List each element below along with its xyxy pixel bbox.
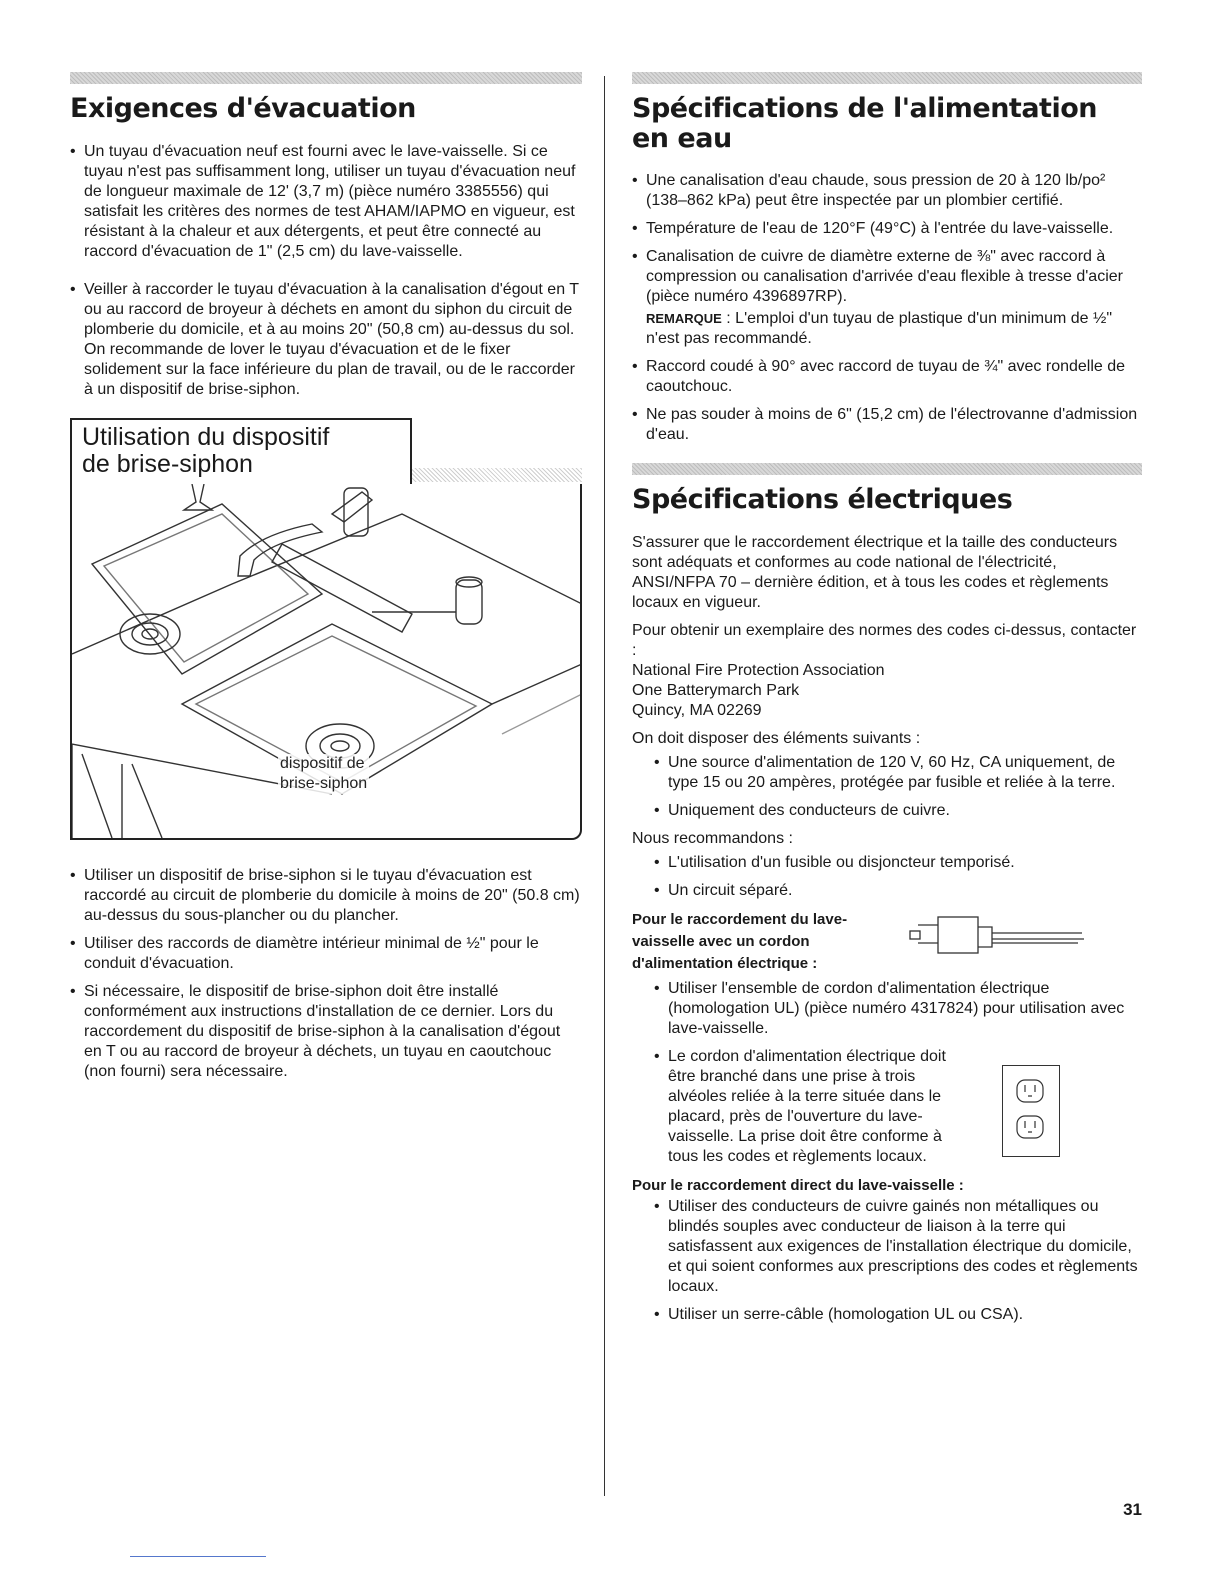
address-line: One Batterymarch Park	[632, 682, 800, 700]
section-rule	[632, 463, 1142, 475]
list-item: • Si nécessaire, le dispositif de brise-siphon doit être installé conformément aux instructions d'installation de ce dernier. Lors du raccordement du dispositif de brise-siphon à la canalisation d'égout en T ou au raccord de broyeur à déchets, un tuyau en caoutchouc (non fourni) sera nécessaire.	[70, 982, 582, 1082]
footer-line	[130, 1556, 266, 1557]
list-item: • Veiller à raccorder le tuyau d'évacuation à la canalisation d'égout en T ou au raccord de broyeur à déchets en amont du siphon du circuit de plomberie du domicile, et à au moins 20" (50,8 cm) au-dessus du sol. On recommande de lover le tuyau d'évacuation et de le fixer solidement sur la face inférieure du plan de travail, ou de le raccorder à un dispositif de brise-siphon.	[70, 280, 582, 400]
cord-bullets-2	[632, 1047, 974, 1167]
list-item: • Uniquement des conducteurs de cuivre.	[654, 801, 1142, 821]
note-text: : L'emploi d'un tuyau de plastique d'un minimum de ½" n'est pas recommandé.	[646, 310, 1113, 348]
recommend-text: Nous recommandons :	[632, 830, 793, 848]
sink-illustration	[70, 484, 582, 840]
address-line: National Fire Protection Association	[632, 662, 885, 680]
drain-bullets	[70, 142, 582, 400]
obtain-text: Pour obtenir un exemplaire des normes des codes ci-dessus, contacter :	[632, 622, 1137, 660]
air-gap-label: dispositif de brise-siphon	[280, 754, 368, 792]
direct-bullets	[632, 1197, 1142, 1325]
plug-icon	[908, 913, 1088, 959]
cord-connection	[632, 909, 1142, 979]
column-divider	[604, 76, 605, 1496]
list-item: • Ne pas souder à moins de 6" (15,2 cm) de l'électrovanne d'admission d'eau.	[632, 405, 1142, 445]
address-line: Quincy, MA 02269	[632, 702, 762, 720]
outlet-drawing	[1003, 1066, 1059, 1156]
outlet-block	[632, 1047, 1142, 1167]
air-gap-bullets	[70, 866, 582, 1082]
water-bullets-2	[632, 357, 1142, 445]
cord-heading: Pour le raccordement du lave-vaisselle avec un cordon d'alimentation électrique :	[632, 911, 848, 973]
need-bullets	[632, 753, 1142, 821]
water-bullets	[632, 171, 1142, 307]
air-gap-figure	[70, 418, 582, 850]
direct-heading: Pour le raccordement direct du lave-vaisselle :	[632, 1177, 964, 1195]
figure-hatch	[390, 468, 582, 482]
need-text: On doit disposer des éléments suivants :	[632, 730, 921, 748]
page-number: 31	[1123, 1500, 1142, 1519]
list-item: • Utiliser un serre-câble (homologation UL ou CSA).	[654, 1305, 1142, 1325]
water-note	[632, 309, 1142, 349]
list-item: • Raccord coudé à 90° avec raccord de tuyau de ¾" avec rondelle de caoutchouc.	[632, 357, 1142, 397]
direct-connection	[632, 1197, 1142, 1325]
recommend-bullets	[632, 853, 1142, 901]
section-rule	[70, 72, 582, 84]
section-rule	[632, 72, 1142, 84]
electrical-intro: S'assurer que le raccordement électrique et la taille des conducteurs sont adéquats et conformes au code national de l'électricité, ANSI/NFPA 70 – dernière édition, et à tous les codes et règlements locaux en vigueur.	[632, 534, 1118, 612]
left-column	[70, 72, 582, 1090]
list-item: • Canalisation de cuivre de diamètre externe de ⅜" avec raccord à compression ou canalisation d'arrivée d'eau flexible à tresse d'acier (pièce numéro 4396897RP).	[632, 247, 1142, 307]
list-item: • Un circuit séparé.	[654, 881, 1142, 901]
list-item: • Une canalisation d'eau chaude, sous pression de 20 à 120 lb/po² (138–862 kPa) peut être inspectée par un plombier certifié.	[632, 171, 1142, 211]
list-item: • Température de l'eau de 120°F (49°C) à l'entrée du lave-vaisselle.	[632, 219, 1142, 239]
right-column	[632, 72, 1142, 1333]
drain-requirements-heading: Exigences d'évacuation	[70, 93, 416, 124]
list-item: • L'utilisation d'un fusible ou disjoncteur temporisé.	[654, 853, 1142, 873]
note-label: REMARQUE	[646, 311, 722, 327]
list-item: • Le cordon d'alimentation électrique doit être branché dans une prise à trois alvéoles reliée à la terre située dans le placard, près de l'ouverture du lave-vaisselle. La prise doit être conforme à tous les codes et règlements locaux.	[654, 1047, 974, 1167]
list-item: • Un tuyau d'évacuation neuf est fourni avec le lave-vaisselle. Si ce tuyau n'est pas suffisamment long, utiliser un tuyau d'évacuation neuf de longueur maximale de 12' (3,7 m) (pièce numéro 3385556) qui satisfait les critères des normes de test AHAM/IAPMO en vigueur, est résistant à la chaleur et aux détergents, et peut être connecté au raccord d'évacuation de 1" (2,5 cm) du lave-vaisselle.	[70, 142, 582, 262]
list-item: • Utiliser l'ensemble de cordon d'alimentation électrique (homologation UL) (pièce numéro 4317824) pour utilisation avec lave-vaisselle.	[654, 979, 1142, 1039]
list-item: • Une source d'alimentation de 120 V, 60 Hz, CA uniquement, de type 15 ou 20 ampères, protégée par fusible et reliée à la terre.	[654, 753, 1142, 793]
electrical-heading: Spécifications électriques	[632, 484, 1013, 516]
outlet-icon	[1002, 1065, 1060, 1157]
cord-bullets-1	[632, 979, 1142, 1039]
list-item: • Utiliser un dispositif de brise-siphon si le tuyau d'évacuation est raccordé au circuit de plomberie du domicile à moins de 20" (50.8 cm) au-dessus du sous-plancher ou du plancher.	[70, 866, 582, 926]
figure-title: Utilisation du dispositif de brise-siphon	[70, 418, 412, 484]
water-supply-heading: Spécifications de l'alimentation en eau	[632, 93, 1097, 154]
list-item: • Utiliser des conducteurs de cuivre gainés non métalliques ou blindés souples avec conducteur de liaison à la terre qui satisfassent aux exigences de l'installation électrique du domicile, et qui soient conformes aux prescriptions des codes et règlements locaux.	[654, 1197, 1142, 1297]
list-item: • Utiliser des raccords de diamètre intérieur minimal de ½" pour le conduit d'évacuation.	[70, 934, 582, 974]
